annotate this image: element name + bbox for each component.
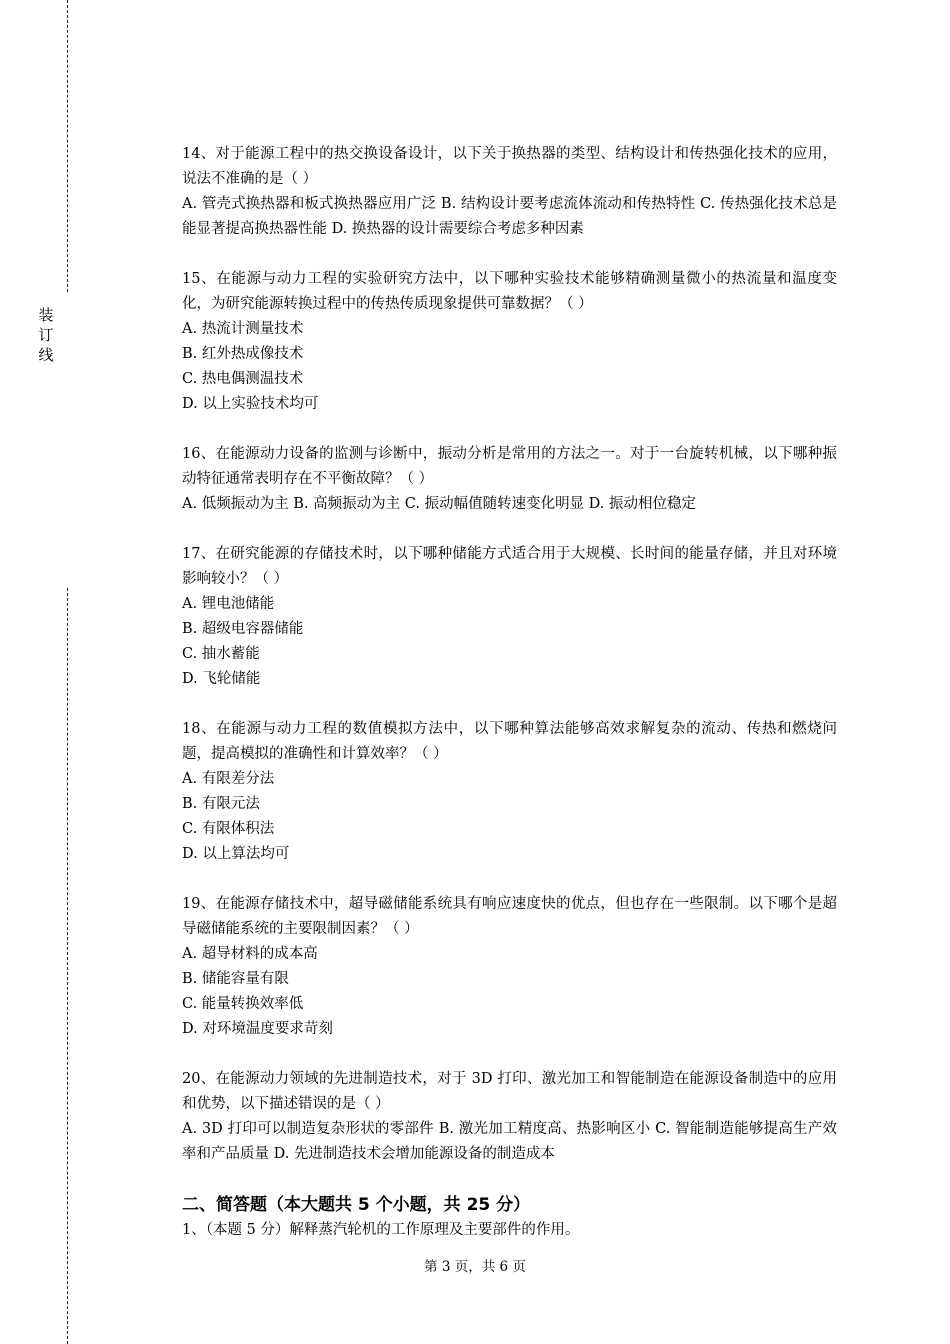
question-text: 14、对于能源工程中的热交换设备设计，以下关于换热器的类型、结构设计和传热强化技术的应用，说法不准确的是（ ） xyxy=(182,146,837,187)
page-footer: 第 3 页，共 6 页 xyxy=(424,1259,526,1275)
option-c: C. 抽水蓄能 xyxy=(182,646,260,662)
option-a: A. 超导材料的成本高 xyxy=(182,946,318,962)
option-d: D. 以上实验技术均可 xyxy=(182,396,319,412)
option-b: B. 有限元法 xyxy=(182,796,260,812)
option-a: A. 锂电池储能 xyxy=(182,596,275,612)
option-d: D. 对环境温度要求苛刻 xyxy=(182,1021,333,1037)
question-text: 18、在能源与动力工程的数值模拟方法中，以下哪种算法能够高效求解复杂的流动、传热和燃烧问题，提高模拟的准确性和计算效率？（ ） xyxy=(182,721,837,762)
binding-line-bottom xyxy=(67,588,68,1344)
question-text: 17、在研究能源的存储技术时，以下哪种储能方式适合用于大规模、长时间的能量存储，并且对环境影响较小？（ ） xyxy=(182,546,837,587)
question-text: 16、在能源动力设备的监测与诊断中，振动分析是常用的方法之一。对于一台旋转机械，以下哪种振动特征通常表明存在不平衡故障？（ ） xyxy=(182,446,837,487)
binding-label xyxy=(38,305,54,365)
option-c: C. 热电偶测温技术 xyxy=(182,371,304,387)
exam-content xyxy=(182,142,837,1243)
binding-char: 订 xyxy=(38,326,54,344)
question-text: 20、在能源动力领域的先进制造技术，对于 3D 打印、激光加工和智能制造在能源设备制造中的应用和优势，以下描述错误的是（ ） xyxy=(182,1071,837,1112)
option-d: D. 以上算法均可 xyxy=(182,846,290,862)
short-answer-question-1: 1、（本题 5 分）解释蒸汽轮机的工作原理及主要部件的作用。 xyxy=(182,1222,580,1238)
binding-char: 装 xyxy=(38,306,54,324)
option-a: A. 热流计测量技术 xyxy=(182,321,304,337)
question-17 xyxy=(182,542,837,692)
binding-char: 线 xyxy=(38,346,54,364)
question-15 xyxy=(182,267,837,417)
option-c: C. 能量转换效率低 xyxy=(182,996,304,1012)
question-options: A. 3D 打印可以制造复杂形状的零部件 B. 激光加工精度高、热影响区小 C. 智能制造能够提高生产效率和产品质量 D. 先进制造技术会增加能源设备的制造成本 xyxy=(182,1121,837,1162)
question-options: A. 管壳式换热器和板式换热器应用广泛 B. 结构设计要考虑流体流动和传热特性 C. 传热强化技术总是能显著提高换热器性能 D. 换热器的设计需要综合考虑多种因素 xyxy=(182,196,837,237)
question-options: A. 低频振动为主 B. 高频振动为主 C. 振动幅值随转速变化明显 D. 振动相位稳定 xyxy=(182,496,697,512)
binding-line-top xyxy=(67,0,68,292)
question-16 xyxy=(182,442,837,517)
question-14 xyxy=(182,142,837,242)
question-19 xyxy=(182,892,837,1042)
question-18 xyxy=(182,717,837,867)
section-title: 二、简答题（本大题共 5 个小题，共 25 分） xyxy=(182,1195,531,1215)
option-b: B. 超级电容器储能 xyxy=(182,621,304,637)
option-a: A. 有限差分法 xyxy=(182,771,275,787)
option-b: B. 储能容量有限 xyxy=(182,971,289,987)
question-text: 15、在能源与动力工程的实验研究方法中，以下哪种实验技术能够精确测量微小的热流量和温度变化，为研究能源转换过程中的传热传质现象提供可靠数据？（ ） xyxy=(182,271,837,312)
option-d: D. 飞轮储能 xyxy=(182,671,261,687)
option-b: B. 红外热成像技术 xyxy=(182,346,304,362)
question-20 xyxy=(182,1067,837,1167)
question-text: 19、在能源存储技术中，超导磁储能系统具有响应速度快的优点，但也存在一些限制。以下哪个是超导磁储能系统的主要限制因素？（ ） xyxy=(182,896,837,937)
option-c: C. 有限体积法 xyxy=(182,821,275,837)
